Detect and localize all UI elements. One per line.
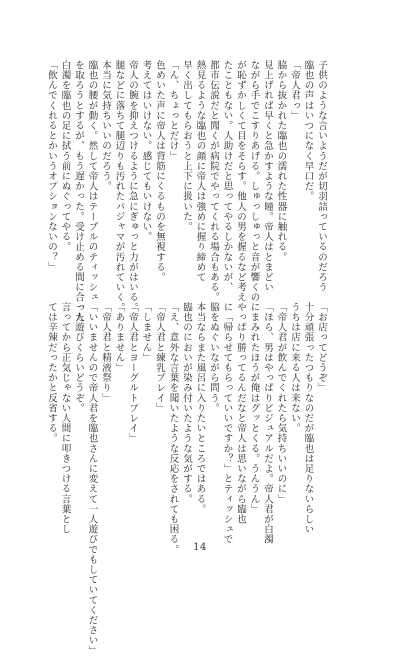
text-column: 本当に気持ちいいのだろう。: [100, 60, 111, 192]
text-column: ては辛辣だったかと反省する。: [46, 302, 57, 444]
text-column: を取ろうとするが、もう遅かった。受け止める間に合った: [73, 60, 84, 323]
text-column: 「お店ってどうぞ」: [316, 302, 327, 393]
text-column: 腿などに落ちて腿辺りも汚れたパジャマが汚れていく。: [113, 60, 125, 313]
text-column: 「帝人君が飲んでくれたら気持ちいいのに」: [275, 302, 287, 504]
text-column: 見上げれば早くと急かすような瞳。帝人はとまどい: [262, 60, 273, 293]
text-column: 十分頑張ったつもりなのだが臨也は足りないらしい: [302, 302, 314, 535]
text-column: 「え、意外な言葉を聞いたような反応をされても困る。: [167, 302, 179, 555]
text-column: 早く出してもらおうと上下に扱いた。: [181, 60, 192, 232]
text-column: 本当ならまた風呂に入りたいところではある。: [194, 302, 206, 515]
text-column: 考えてはいけない。感じてもいけない。: [140, 60, 152, 242]
text-column: 「いいませんので帝人君を臨也さんに変えて一人遊びでもしていてください」: [86, 302, 98, 656]
text-column: 「帝人君と練乳プレイ」: [154, 302, 165, 414]
text-column: ながら手でこすりあげる。しゅっしゅっと音が響くの: [248, 60, 260, 303]
text-column: 白濁を臨也の足に拭う前にぬぐってやる。: [59, 60, 71, 252]
text-column: が恥ずかしくて目をそらす。他人の男を握るなど考え: [235, 60, 246, 303]
text-column: 子供のような言いようだが切羽詰っているのだろう: [316, 60, 327, 293]
text-column: 「ほら、男はやっぱりビジュアルだよ。帝人君が白濁: [262, 302, 273, 545]
text-column: たこともない。人助けだと思ってやるしかないが、: [221, 60, 233, 293]
text-column: にまみれたほうが俺はグッとくる。うんうん」: [248, 302, 260, 515]
text-column: 臨也の声はいつになく早口だ。: [302, 60, 314, 202]
text-column: 「帝人君とヨーグルトプレイ」: [127, 302, 138, 444]
text-column: 言ってから正気じゃない人間に叩きつける言葉とし: [59, 302, 71, 535]
page-number: 14: [193, 542, 207, 553]
text-column: 都市伝説だと聞くが病院でやってくれる場合もある。: [208, 60, 219, 303]
text-column: やっぱり勝ってるんだなと帝人は思いながら臨也: [235, 302, 246, 525]
text-column: 「しません」: [140, 302, 152, 363]
text-column: 熱見るような臨也の顔に帝人は強めに握り締めて: [194, 60, 206, 283]
text-column: 脇をぬぐいながら問う。: [208, 302, 219, 414]
text-block-upper: [46, 60, 327, 323]
text-column: 「ありません」: [113, 302, 125, 373]
text-column: 「ん、ちょっとだけ」: [167, 60, 179, 161]
text-column: 脇から抜かれた臨也の濡れた性器に触れる。: [275, 60, 287, 262]
text-column: 「帝人君っ」: [289, 60, 300, 121]
text-column: 臨也の腰が動く。然して帝人はテーブルのティッシュ: [86, 60, 98, 303]
text-column: に「帰らせてもらっていいですか？」とティッシュで: [221, 302, 233, 545]
text-column: 一人遊びくらいどうぞ。: [73, 302, 84, 414]
text-column: 「帝人君と精液祭り」: [100, 302, 111, 403]
text-column: 色めいた声に帝人は背筋にくるものを無視する。: [154, 60, 165, 283]
text-column: 「飲んでくれるとかいうオプションないの？」: [46, 60, 57, 273]
text-column: 臨也のにおいが染み付いたような気がする。: [181, 302, 192, 504]
text-column: 帝人の腕を抑えつけるように急にぎゅっと力がはいる。: [127, 60, 138, 313]
text-column: うちは店に来る人は来ない。: [289, 302, 300, 434]
